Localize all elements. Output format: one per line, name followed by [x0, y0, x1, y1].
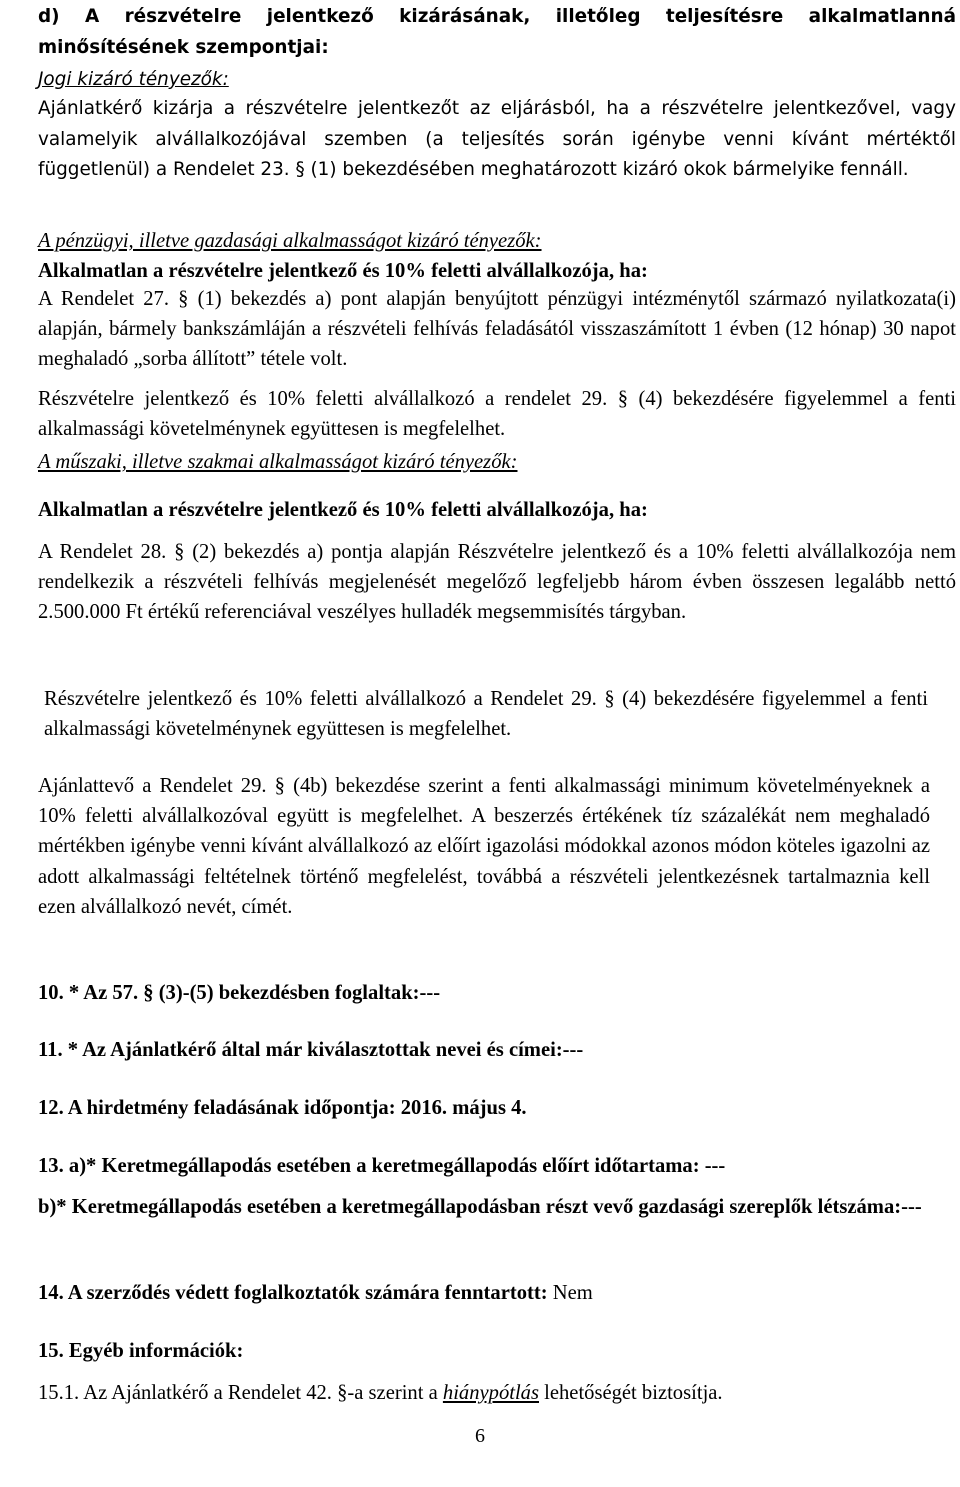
item-15-1-text-pre: 15.1. Az Ajánlatkérő a Rendelet 42. §-a szerint a [38, 1382, 443, 1404]
financial-suitability-title: A pénzügyi, illetve gazdasági alkalmasságot kizáró tényezők: [38, 230, 542, 252]
item-15-1-text-post: lehetőségét biztosítja. [539, 1382, 723, 1404]
financial-suitability-text-2: Részvételre jelentkező és 10% feletti alvállalkozó a rendelet 29. § (4) bekezdésére figyelemmel a fenti alkalmassági követelménynek együttesen is megfelelhet. [38, 388, 956, 441]
legal-exclusion-title: Jogi kizáró tényezők: [38, 69, 229, 90]
technical-suitability-lead: Alkalmatlan a részvételre jelentkező és 10% feletti alvállalkozója, ha: [38, 499, 648, 521]
item-11: 11. * Az Ajánlatkérő által már kiválasztottak nevei és címei:--- [38, 1039, 584, 1061]
legal-exclusion-text: Ajánlatkérő kizárja a részvételre jelentkezőt az eljárásból, ha a részvételre jelentkezővel, vagy valamelyik alvállalkozójával szemben (a teljesítés során igénybe venni kívánt mértéktől függetlenül) a Rendelet 23. § (1) bekezdésében meghatározott kizáró okok bármelyike fennáll. [38, 98, 956, 180]
item-12: 12. A hirdetmény feladásának időpontja: 2016. május 4. [38, 1097, 527, 1119]
financial-suitability-text: A Rendelet 27. § (1) bekezdés a) pont alapján benyújtott pénzügyi intézménytől származó nyilatkozata(i) alapján, bármely bankszámláján a részvételi felhívás feladásától visszaszámított 1 évben (12 hónap) 30 napot meghaladó „sorba állított” tétele volt. [38, 288, 956, 371]
page-number: 6 [475, 1425, 485, 1447]
item-15: 15. Egyéb információk: [38, 1340, 244, 1362]
section-d-heading: d) A részvételre jelentkező kizárásának, illetőleg teljesítésre alkalmatlanná minősítésének szempontjai: [38, 6, 956, 58]
item-10: 10. * Az 57. § (3)-(5) bekezdésben foglaltak:--- [38, 982, 441, 1004]
technical-suitability-text-2: Részvételre jelentkező és 10% feletti alvállalkozó a Rendelet 29. § (4) bekezdésére figyelemmel a fenti alkalmassági követelménynek együttesen is megfelelhet. [44, 688, 928, 741]
item-14-value: Nem [547, 1282, 593, 1304]
technical-suitability-text-3: Ajánlattevő a Rendelet 29. § (4b) bekezdése szerint a fenti alkalmassági minimum követelményeknek a 10% feletti alvállalkozóval együtt is megfelelhet. A beszerzés értékének tíz százalékát nem meghaladó mértékben igénybe venni kívánt alvállalkozó az előírt igazolási módokkal azonos módon köteles igazolni az adott alkalmassági feltételnek történő megfelelést, továbbá a részvételi jelentkezésnek tartalmaznia kell ezen alvállalkozó nevét, címét. [38, 775, 930, 918]
item-14 [38, 1278, 956, 1308]
item-13b: b)* Keretmegállapodás esetében a keretmegállapodásban részt vevő gazdasági szereplők létszáma:--- [38, 1196, 922, 1218]
technical-suitability-title: A műszaki, illetve szakmai alkalmasságot kizáró tényezők: [38, 451, 518, 473]
item-13a: 13. a)* Keretmegállapodás esetében a keretmegállapodás előírt időtartama: --- [38, 1155, 726, 1177]
item-14-label: 14. A szerződés védett foglalkoztatók számára fenntartott: [38, 1282, 548, 1304]
hianypotlas-link[interactable]: hiánypótlás [442, 1382, 539, 1404]
technical-suitability-text: A Rendelet 28. § (2) bekezdés a) pontja alapján Részvételre jelentkező és a 10% feletti alvállalkozója nem rendelkezik a részvételi felhívás megjelenését megelőző legfeljebb három évben összesen legalább nettó 2.500.000 Ft értékű referenciával veszélyes hulladék megsemmisítés tárgyban. [38, 541, 956, 624]
financial-suitability-lead: Alkalmatlan a részvételre jelentkező és 10% feletti alvállalkozója, ha: [38, 260, 648, 282]
item-15-1 [38, 1378, 956, 1408]
